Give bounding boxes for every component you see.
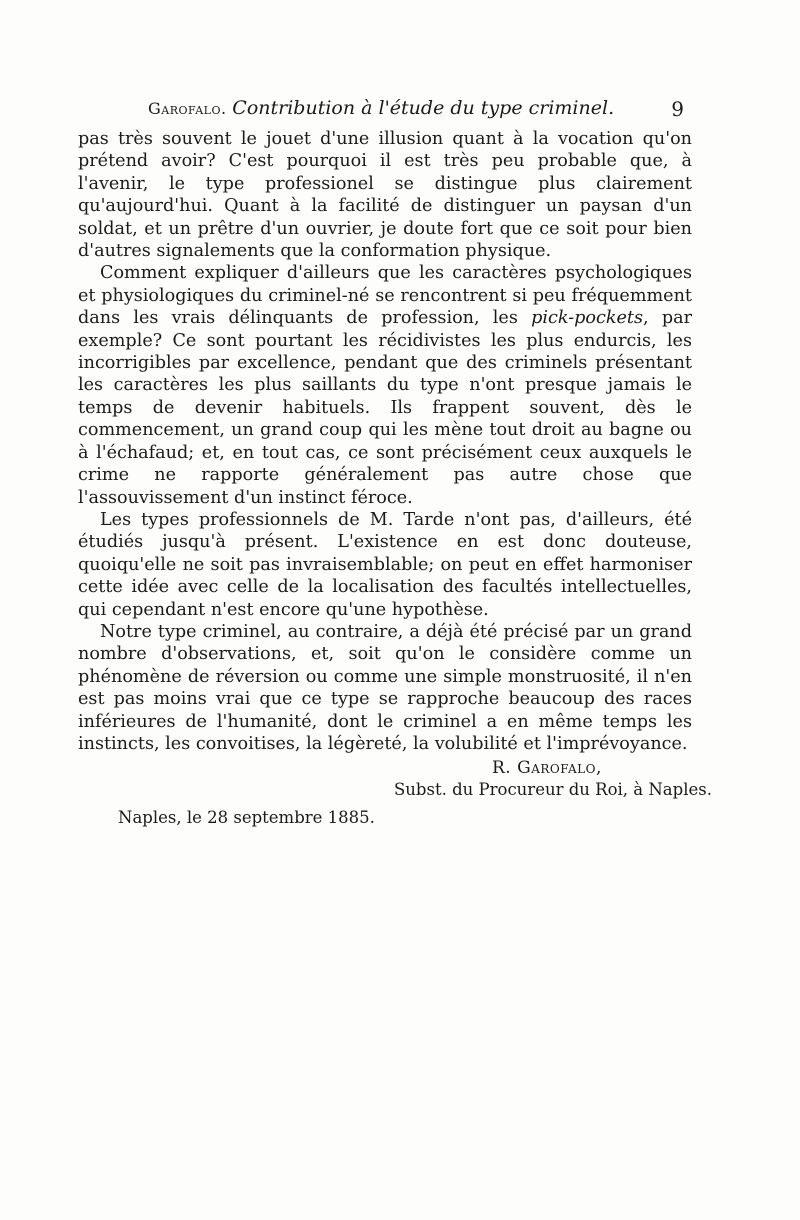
header-author: Garofalo. bbox=[148, 99, 227, 118]
paragraph-4: Notre type criminel, au contraire, a déjà été précisé par un grand nombre d'observations, et, soit qu'on le considère comme un phénomène de réversion ou comme une simple monstruosité, il n'en est pas moins vrai que ce type se rapproche beaucoup des races inférieures de l'humanité, dont le criminel a en même temps les instincts, les convoitises, la légèreté, la volubilité et l'imprévoyance. bbox=[78, 621, 692, 754]
paragraph-2 bbox=[78, 262, 692, 508]
paragraph-1: pas très souvent le jouet d'une illusion quant à la vocation qu'on prétend avoir? C'est pourquoi il est très peu probable que, à l'avenir, le type professionel se distingue plus clairement qu'aujourd'hui. Quant à la facilité de distinguer un paysan d'un soldat, et un prêtre d'un ouvrier, je doute fort que ce soit pour bien d'autres signalements que la conformation physique. bbox=[78, 129, 692, 262]
paragraph-2-part-b: , par exemple? Ce sont pourtant les récidivistes les plus endurcis, les incorrigibles par excellence, pendant que des criminels présentant les caractères les plus saillants du type n'ont presque jamais le temps de devenir habituels. Ils frappent souvent, dès le commencement, un grand coup qui les mène tout droit au bagne ou à l'échafaud; et, en tout cas, ce sont précisément ceux auxquels le crime ne rapporte généralement pas autre chose que l'assouvissement d'un instinct féroce. bbox=[78, 308, 692, 508]
signature-name: R. Garofalo, bbox=[492, 758, 602, 778]
place-date: Naples, le 28 septembre 1885. bbox=[118, 808, 375, 827]
running-header bbox=[148, 97, 684, 123]
page-number: 9 bbox=[671, 97, 684, 121]
signature-role: Subst. du Procureur du Roi, à Naples. bbox=[394, 780, 712, 799]
paragraph-3: Les types professionnels de M. Tarde n'ont pas, d'ailleurs, été étudiés jusqu'à présent. L'existence en est donc douteuse, quoiqu'elle ne soit pas invraisemblable; on peut en effet harmoniser cette idée avec celle de la localisation des facultés intellectuelles, qui cependant n'est encore qu'une hypothèse. bbox=[78, 509, 692, 620]
paragraph-2-emphasis: pick-pockets bbox=[531, 308, 644, 329]
body-text bbox=[78, 128, 692, 755]
header-title: Contribution à l'étude du type criminel. bbox=[232, 97, 615, 119]
paragraph-2-part-a: Comment expliquer d'ailleurs que les caractères psychologiques et physiologiques du criminel-né se rencontrent si peu fréquemment dans les vrais délinquants de profession, les bbox=[78, 263, 692, 329]
